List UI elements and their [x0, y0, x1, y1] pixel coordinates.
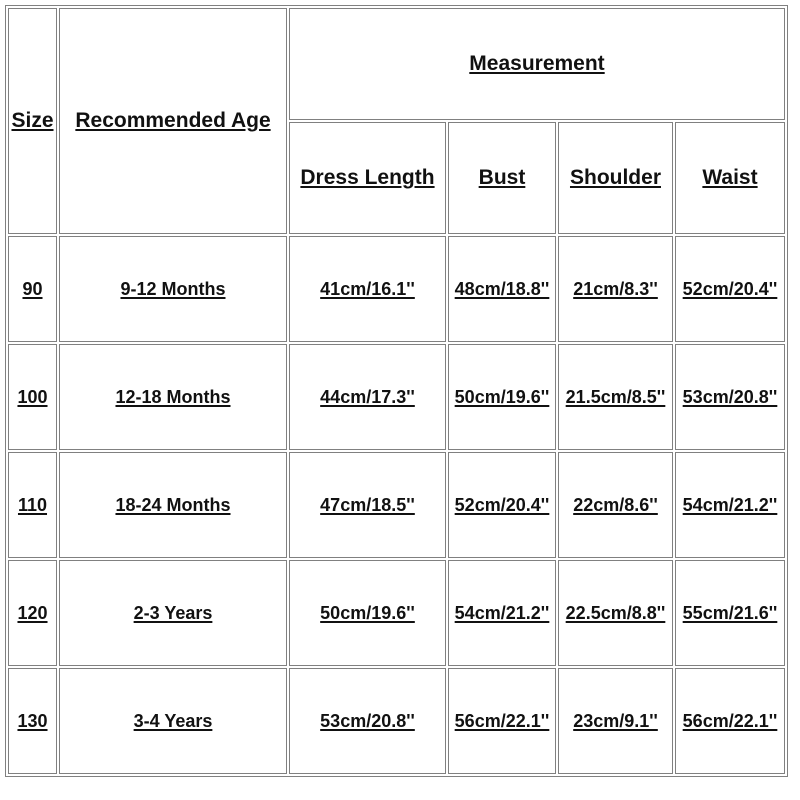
dress-length-cell: 44cm/17.3'' [289, 344, 446, 450]
table-row [8, 452, 785, 558]
age-cell: 9-12 Months [59, 236, 287, 342]
dress-length-cell: 53cm/20.8'' [289, 668, 446, 774]
table-row [8, 236, 785, 342]
dress-length-header: Dress Length [289, 122, 446, 234]
age-cell: 2-3 Years [59, 560, 287, 666]
waist-cell: 56cm/22.1'' [675, 668, 785, 774]
size-cell: 120 [8, 560, 57, 666]
size-chart-container [5, 5, 788, 777]
bust-cell: 54cm/21.2'' [448, 560, 556, 666]
size-cell: 110 [8, 452, 57, 558]
bust-cell: 50cm/19.6'' [448, 344, 556, 450]
age-cell: 12-18 Months [59, 344, 287, 450]
shoulder-cell: 21cm/8.3'' [558, 236, 673, 342]
bust-cell: 56cm/22.1'' [448, 668, 556, 774]
size-cell: 100 [8, 344, 57, 450]
size-header: Size [8, 8, 57, 234]
waist-cell: 54cm/21.2'' [675, 452, 785, 558]
shoulder-cell: 23cm/9.1'' [558, 668, 673, 774]
size-cell: 90 [8, 236, 57, 342]
dress-length-cell: 47cm/18.5'' [289, 452, 446, 558]
shoulder-cell: 22.5cm/8.8'' [558, 560, 673, 666]
table-row [8, 344, 785, 450]
shoulder-cell: 22cm/8.6'' [558, 452, 673, 558]
age-cell: 18-24 Months [59, 452, 287, 558]
bust-cell: 52cm/20.4'' [448, 452, 556, 558]
waist-cell: 53cm/20.8'' [675, 344, 785, 450]
measurement-header: Measurement [289, 8, 785, 120]
header-row-top [8, 8, 785, 120]
waist-cell: 55cm/21.6'' [675, 560, 785, 666]
dress-length-cell: 41cm/16.1'' [289, 236, 446, 342]
bust-cell: 48cm/18.8'' [448, 236, 556, 342]
table-row [8, 668, 785, 774]
waist-header: Waist [675, 122, 785, 234]
table-row [8, 560, 785, 666]
shoulder-header: Shoulder [558, 122, 673, 234]
waist-cell: 52cm/20.4'' [675, 236, 785, 342]
shoulder-cell: 21.5cm/8.5'' [558, 344, 673, 450]
size-cell: 130 [8, 668, 57, 774]
bust-header: Bust [448, 122, 556, 234]
recommended-age-header: Recommended Age [59, 8, 287, 234]
size-chart-table [5, 5, 788, 777]
age-cell: 3-4 Years [59, 668, 287, 774]
dress-length-cell: 50cm/19.6'' [289, 560, 446, 666]
